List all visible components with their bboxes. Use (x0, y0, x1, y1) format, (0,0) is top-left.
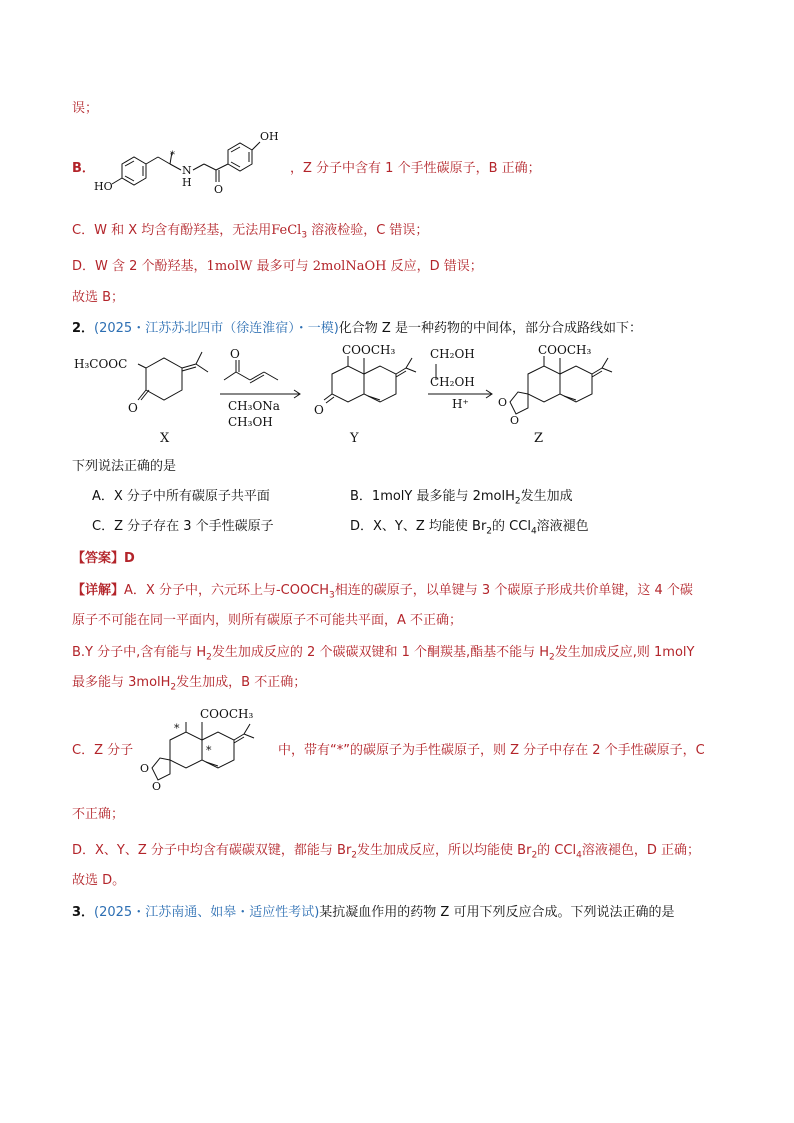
detail-label: 【详解】 (72, 583, 125, 598)
detail-b-line1 (72, 644, 694, 662)
structure-z-chiral (130, 702, 280, 798)
detail-b2-post: 发生加成，B 不正确； (176, 675, 307, 690)
option-b-pre: B．1molY 最多能与 2molH (350, 489, 515, 504)
option-a: A．X 分子中所有碳原子共平面 (92, 489, 270, 504)
reagent-ch3ona: CH₃ONa (228, 399, 280, 413)
reaction-scheme (72, 342, 712, 454)
option-d-text (72, 258, 483, 276)
option-d-pre: D．X、Y、Z 均能使 Br (350, 519, 487, 534)
answer-line (72, 550, 135, 568)
compound-y-label: Y (350, 431, 359, 446)
conclusion-1: 故选 B； (72, 290, 125, 305)
detail-b2-sub: 2 (170, 682, 177, 693)
h-label: H (182, 176, 192, 189)
answer-label: 【答案】 (72, 551, 125, 566)
x-ester-label: H₃COOC (74, 357, 128, 371)
detail-a1-group: -COOCH (275, 583, 330, 598)
detail-a1-sub: 3 (329, 590, 335, 601)
detail-d-sub: 2 (351, 850, 358, 861)
detail-b1-mid: 发生加成反应的 2 个碳碳双键和 1 个酮羰基,酯基不能与 H (211, 645, 550, 660)
dioxolane-o1: O (140, 762, 150, 775)
detail-b1-post: 发生加成反应,则 1molY (554, 645, 695, 660)
continuation-text: 误； (72, 101, 99, 116)
question-2-header (72, 320, 642, 338)
option-d-post: ，D 错误； (416, 259, 483, 274)
option-d (350, 518, 589, 536)
answer-value: D (124, 551, 135, 566)
y-ester-label: COOCH₃ (342, 343, 396, 357)
chiral-star: * (170, 150, 175, 161)
fecl-sub: 3 (301, 230, 308, 241)
option-d-mid: 的 CCl (492, 519, 531, 534)
y-ketone-o: O (314, 403, 324, 417)
acid-catalyst: H⁺ (452, 397, 469, 411)
option-d-mid: 1molW 最多可与 2molNaOH 反应 (206, 259, 417, 274)
question-3-number: 3． (72, 905, 95, 920)
reagent-ch3oh: CH₃OH (228, 415, 273, 429)
detail-d-pre: D．X、Y、Z 分子中均含有碳碳双键，都能与 Br (72, 843, 352, 858)
fecl-formula: FeCl (271, 223, 302, 238)
z-o2: O (510, 414, 520, 427)
detail-d-sub2: 2 (531, 850, 538, 861)
option-b (350, 488, 573, 506)
structure-b (92, 126, 292, 206)
detail-b-line2 (72, 674, 306, 692)
detail-a1-pre: A．X 分子中，六元环上与 (124, 583, 276, 598)
question-3-source: (2025・江苏南通、如皋・适应性考试) (94, 905, 320, 920)
option-b-post: 发生加成 (520, 489, 573, 504)
detail-d-mid: 发生加成反应，所以均能使 Br (357, 843, 532, 858)
chiral-star-1: * (174, 722, 180, 735)
detail-b1-sub: 2 (206, 652, 212, 663)
o-label: O (214, 183, 224, 196)
chiral-star-2: * (206, 744, 212, 757)
conclusion-2: 故选 D。 (72, 873, 126, 888)
ho-label: HO (94, 180, 113, 193)
detail-b1-sub2: 2 (549, 652, 555, 663)
option-c-post: 溶液检验，C 错误； (307, 223, 429, 238)
detail-d-sub3: 4 (576, 850, 582, 861)
question-2-ask: 下列说法正确的是 (72, 459, 177, 474)
reagent-ketone-o: O (230, 347, 240, 361)
option-b-label: B． (72, 161, 95, 176)
detail-b1-pre: B.Y 分子中,含有能与 H (72, 645, 207, 660)
n-label: N (182, 164, 192, 177)
option-d-pre: D．W 含 2 个酚羟基， (72, 259, 207, 274)
option-d-sub2: 4 (530, 526, 537, 537)
detail-a-line2: 原子不可能在同一平面内，则所有碳原子不可能共平面，A 不正确； (72, 613, 463, 628)
dioxolane-o2: O (152, 780, 162, 793)
option-b-sub: 2 (514, 496, 521, 507)
compound-x-label: X (160, 431, 170, 446)
question-3-header (72, 904, 674, 922)
compound-z-label: Z (534, 431, 544, 446)
question-3-stem: 某抗凝血作用的药物 Z 可用下列反应合成。下列说法正确的是 (319, 905, 675, 920)
z-o1: O (498, 396, 508, 409)
detail-d-line (72, 842, 700, 860)
detail-c-pre: C．Z 分子 (72, 743, 134, 758)
detail-c-post: 中，带有“*”的碳原子为手性碳原子，则 Z 分子中存在 2 个手性碳原子，C (278, 743, 705, 758)
detail-b2-pre: 最多能与 3molH (72, 675, 171, 690)
question-stem: 化合物 Z 是一种药物的中间体，部分合成路线如下： (338, 321, 642, 336)
question-source: (2025・江苏苏北四市（徐连淮宿）・一模) (94, 321, 339, 336)
oh-label: OH (260, 130, 279, 143)
detail-d-post: 溶液褪色，D 正确； (581, 843, 700, 858)
question-number: 2． (72, 321, 95, 336)
detail-d-mid2: 的 CCl (537, 843, 577, 858)
option-d-post: 溶液褪色 (536, 519, 589, 534)
diol-1: CH₂OH (430, 347, 475, 361)
option-c-pre: C．W 和 X 均含有酚羟基，无法用 (72, 223, 272, 238)
option-b-text: ，Z 分子中含有 1 个手性碳原子，B 正确； (290, 161, 541, 176)
z-ester-label: COOCH₃ (538, 343, 592, 357)
x-ketone-o: O (128, 401, 138, 415)
option-c: C．Z 分子存在 3 个手性碳原子 (92, 519, 274, 534)
option-d-sub: 2 (486, 526, 493, 537)
diol-2: CH₂OH (430, 375, 475, 389)
detail-a-line1 (72, 582, 693, 600)
ester-label: COOCH₃ (200, 707, 254, 721)
option-c-text (72, 222, 428, 240)
detail-a1-post: 相连的碳原子，以单键与 3 个碳原子形成共价单键，这 4 个碳 (334, 583, 693, 598)
detail-c-line2: 不正确； (72, 807, 125, 822)
